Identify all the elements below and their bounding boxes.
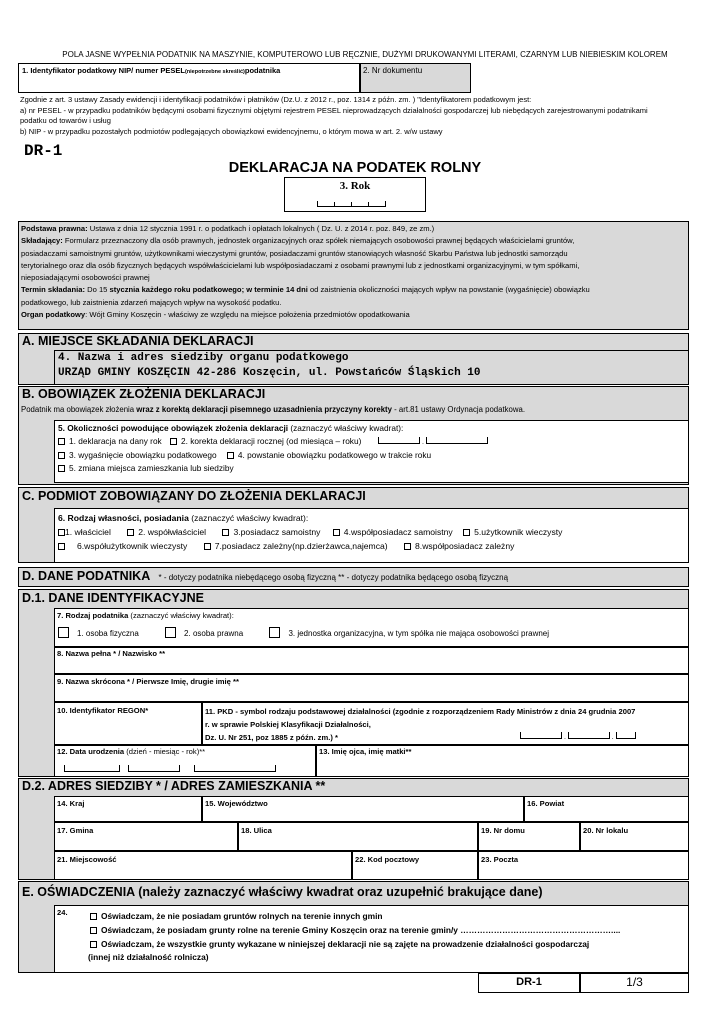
footer-form-code: DR-1 [516,976,542,988]
field-6-content: 6. Rodzaj własności, posiadania (zaznaczyć właściwy kwadrat): 1. właściciel 2. współwłaściciel 3.posiadacz samoistny 4.współposiadacz samoistny 5.użytkownik wieczysty 6.współużytkownik wieczysty 7.posiadacz zależny(np.dzierżawca,najemca) 8.współposiadacz zależny [58,513,563,551]
field-10-label: 10. Identyfikator REGON* [57,706,149,715]
checkbox-owner[interactable] [58,529,65,536]
page-title: DEKLARACJA NA PODATEK ROLNY [228,160,482,176]
checkbox-no-other-land[interactable] [90,913,97,920]
field-22-label: 22. Kod pocztowy [355,855,420,864]
checkbox-perpetual-user[interactable] [463,529,470,536]
field-4-label: 4. Nazwa i adres siedziby organu podatkowego [58,352,349,364]
field-9-label: 9. Nazwa skrócona * / Pierwsze Imię, drugie imię ** [57,677,239,686]
year-label: 3. Rok [339,180,371,192]
section-c-title: C. PODMIOT ZOBOWIĄZANY DO ZŁOŻENIA DEKLARACJI [22,489,366,503]
form-code: DR-1 [24,142,63,160]
legal-basis-text: Podstawa prawna: Ustawa z dnia 12 stycznia 1991 r. o podatkach i opłatach lokalnych ( Dz. U. z 2014 r. poz. 849, ze zm.) Składający: Formularz przeznaczony dla osób prawnych, jednostek organizacyjnych oraz spółek niemających osobowości prawnej będących właścicielami gruntów, posiadaczami samoistnymi gruntów, użytkownikami wieczystymi gruntów, posiadaczami gruntów stanowiących własność Skarbu Państwa lub jednostki samorządu terytorialnego oraz dla osób fizycznych będących współwłaścicielami lub współposiadaczami z osobami prawnymi lub z jednostkami organizacyjnymi, w tym spółkami, nieposiadającymi osobowości prawnej Termin składania: Do 15 stycznia każdego roku podatkowego; w terminie 14 dni od zaistnienia okoliczności mających wpływ na powstanie (wygaśnięcie) obowiązku podatkowego, lub zaistnienia zdarzeń mających wpływ na wysokość podatku. Organ podatkowy: Wójt Gminy Koszęcin - właściwy ze względu na miejsce położenia przedmiotów opodatkowania [21,224,590,320]
field-13-label: 13. Imię ojca, imię matki** [319,747,412,756]
correction-month-ticks[interactable] [378,437,420,444]
year-ticks [317,199,386,207]
field-12-label: 12. Data urodzenia (dzień - miesiąc - rok)** [57,747,206,756]
checkbox-no-business-use[interactable] [90,941,97,948]
field-18-street[interactable] [238,822,478,851]
tax-office-address: URZĄD GMINY KOSZĘCIN 42-286 Koszęcin, ul. Powstańców Śląskich 10 [58,367,481,379]
page-number: 1/3 [626,975,643,989]
field-15-label: 15. Województwo [205,799,268,808]
checkbox-annual-declaration[interactable] [58,438,65,445]
checkbox-correction[interactable] [170,438,177,445]
fill-instruction: POLA JASNE WYPEŁNIA PODATNIK NA MASZYNIE, KOMPUTEROWO LUB RĘCZNIE, DUŻYMI DRUKOWANYMI LITERAMI, CZARNYM LUB NIEBIESKIM KOLOREM [62,50,668,59]
pkd-ticks: . . [520,732,636,741]
field-17-label: 17. Gmina [57,826,94,835]
field-11-label: 11. PKD - symbol rodzaju podstawowej działalności (zgodnie z rozporządzeniem Rady Ministrów z dnia 24 grudnia 2007 r. w sprawie Polskiej Klasyfikacji Działalności, Dz. U. Nr 251, poz 1885 z późn. zm.) * [205,707,636,742]
field-2-label: 2. Nr dokumentu [363,66,423,75]
checkbox-independent-holder[interactable] [222,529,229,536]
checkbox-obligation-expired[interactable] [58,452,65,459]
field-19-label: 19. Nr domu [481,826,525,835]
field-20-label: 20. Nr lokalu [583,826,629,835]
checkbox-land-in-other-communes[interactable] [90,927,97,934]
checkbox-dependent-holder[interactable] [204,543,211,550]
statements-list: Oświadczam, że nie posiadam gruntów rolnych na terenie innych gmin Oświadczam, że posiadam grunty rolne na terenie Gminy Koszęcin oraz na terenie gmin/y ……………………………………………….... Oświadczam, że wszystkie grunty wykazane w niniejszej deklaracji nie są zajęte na prowadzenie działalności gospodarczaj (innej niż działalność rolnicza) [88,911,621,963]
checkbox-co-perpetual-user[interactable] [58,543,65,550]
section-d-header: D. DANE PODATNIKA * - dotyczy podatnika niebędącego osobą fizyczną ** - dotyczy podatnika będącego osobą fizyczną [22,569,509,583]
field-8-label: 8. Nazwa pełna * / Nazwisko ** [57,649,166,658]
field-16-label: 16. Powiat [527,799,565,808]
field-14-label: 14. Kraj [57,799,85,808]
section-e-title: E. OŚWIADCZENIA (należy zaznaczyć właściwy kwadrat oraz uzupełnić brakujące dane) [22,885,543,899]
section-d2-title: D.2. ADRES SIEDZIBY * / ADRES ZAMIESZKANIA ** [22,779,326,793]
checkbox-co-owner[interactable] [127,529,134,536]
checkbox-obligation-arose[interactable] [227,452,234,459]
checkbox-legal-person[interactable] [165,627,176,638]
field-7-label: 7. Rodzaj podatnika (zaznaczyć właściwy kwadrat): [57,611,234,620]
section-b-title: B. OBOWIĄZEK ZŁOŻENIA DEKLARACJI [22,387,266,401]
checkbox-address-change[interactable] [58,465,65,472]
checkbox-organizational-unit[interactable] [269,627,280,638]
section-b-note: Podatnik ma obowiązek złożenia wraz z korektą deklaracji pisemnego uzasadnienia przyczyny korekty - art.81 ustawy Ordynacja podatkowa. [21,405,526,414]
field-7-options: 1. osoba fizyczna 2. osoba prawna 3. jednostka organizacyjna, w tym spółka nie mająca osobowości prawnej [58,627,549,638]
correction-year-ticks[interactable] [426,437,488,444]
field-18-label: 18. Ulica [241,826,272,835]
field-5-content: 5. Okoliczności powodujące obowiązek złożenia deklaracji (zaznaczyć właściwy kwadrat): 1. deklaracja na dany rok 2. korekta deklaracji rocznej (od miesiąca – roku) . 3. wygaśnięcie obowiązku podatkowego 4. powstanie obowiązku podatkowego w trakcie roku 5. zmiana miejsca zamieszkania lub siedziby [58,422,488,474]
birth-date-ticks [64,765,276,774]
checkbox-co-dependent-holder[interactable] [404,543,411,550]
identifier-note: Zgodnie z art. 3 ustawy Zasady ewidencji i identyfikacji podatników i płatników (Dz.U. z 2012 r., poz. 1314 z późn. zm. ) "Identyfikatorem podatkowym jest: a) nr PESEL - w przypadku podatników będącymi osobami fizycznymi objętymi rejestrem PESEL nieprowadzących działalności gospodarczej lub niebędących zarejestrowanymi podatnikami podatku od towarów i usług b) NIP - w przypadku pozostałych podmiotów podlegających obowiązkowi ewidencyjnemu, o którym mowa w art. 2. w/w ustawy [20,95,648,136]
field-23-label: 23. Poczta [481,855,519,864]
checkbox-natural-person[interactable] [58,627,69,638]
field-21-label: 21. Miejscowość [57,855,117,864]
field-1-label: 1. Identyfikator podatkowy NIP/ numer PESEL(niepotrzebne skreślić)podatnika [22,66,281,75]
section-d1-title: D.1. DANE IDENTYFIKACYJNE [22,591,204,605]
field-24-label: 24. [57,908,68,917]
section-a-title: A. MIEJSCE SKŁADANIA DEKLARACJI [22,334,254,348]
checkbox-co-independent-holder[interactable] [333,529,340,536]
